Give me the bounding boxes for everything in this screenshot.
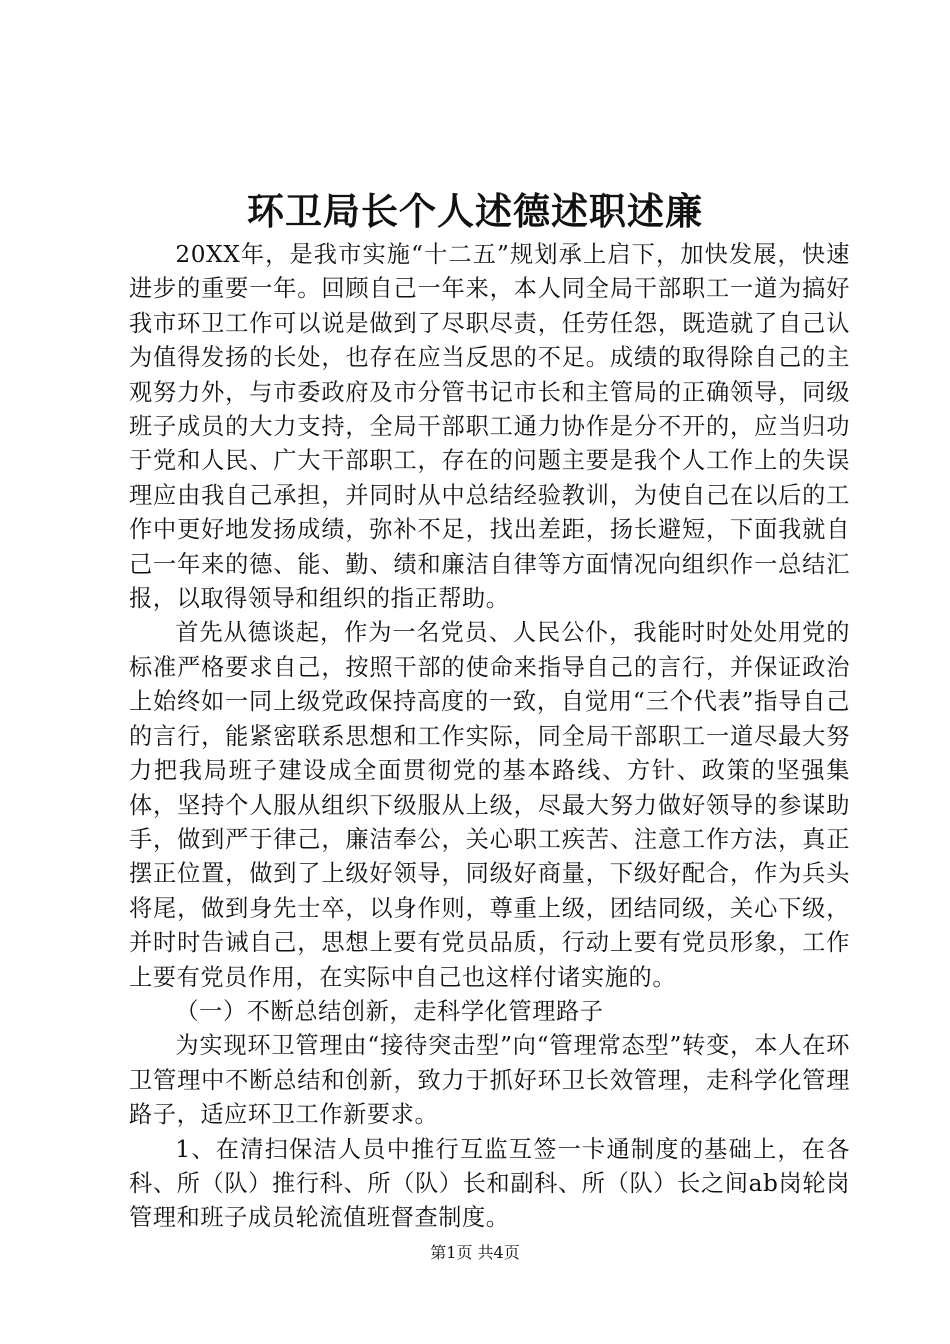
- section-heading-1: （一）不断总结创新，走科学化管理路子: [175, 997, 604, 1025]
- paragraph-management: 为实现环卫管理由“接待突击型”向“管理常态型”转变，本人在环卫管理中不断总结和创新，致力于抓好环卫长效管理，走科学化管理路子，适应环卫工作新要求。: [129, 1032, 850, 1129]
- page-title: 环卫局长个人述德述职述廉: [247, 189, 703, 233]
- document-body: [129, 238, 850, 1236]
- paragraph-morality: 首先从德谈起，作为一名党员、人民公仆，我能时时处处用党的标准严格要求自己，按照干部的使命来指导自己的言行，并保证政治上始终如一同上级党政保持高度的一致，自觉用“三个代表”指导自己的言行，能紧密联系思想和工作实际，同全局干部职工一道尽最大努力把我局班子建设成全面贯彻党的基本路线、方针、政策的坚强集体，坚持个人服从组织下级服从上级，尽最大努力做好领导的参谋助手，做到严于律己，廉洁奉公，关心职工疾苦、注意工作方法，真正摆正位置，做到了上级好领导，同级好商量，下级好配合，作为兵头将尾，做到身先士卒，以身作则，尊重上级，团结同级，关心下级，并时时告诫自己，思想上要有党员品质，行动上要有党员形象，工作上要有党员作用，在实际中自己也这样付诸实施的。: [129, 619, 850, 991]
- paragraph-intro: 20XX年，是我市实施“十二五”规划承上启下，加快发展，快速进步的重要一年。回顾自己一年来，本人同全局干部职工一道为搞好我市环卫工作可以说是做到了尽职尽责，任劳任怨，既造就了自己认为值得发扬的长处，也存在应当反思的不足。成绩的取得除自己的主观努力外，与市委政府及市分管书记市长和主管局的正确领导，同级班子成员的大力支持，全局干部职工通力协作是分不开的，应当归功于党和人民、广大干部职工，存在的问题主要是我个人工作上的失误理应由我自己承担，并同时从中总结经验教训，为使自己在以后的工作中更好地发扬成绩，弥补不足，找出差距，扬长避短，下面我就自己一年来的德、能、勤、绩和廉洁自律等方面情况向组织作一总结汇报，以取得领导和组织的指正帮助。: [129, 241, 850, 613]
- paragraph-item-1: 1、在清扫保洁人员中推行互监互签一卡通制度的基础上，在各科、所（队）推行科、所（队）长和副科、所（队）长之间ab岗轮岗管理和班子成员轮流值班督查制度。: [129, 1135, 850, 1232]
- page-number-footer: 第1页 共4页: [430, 1243, 520, 1262]
